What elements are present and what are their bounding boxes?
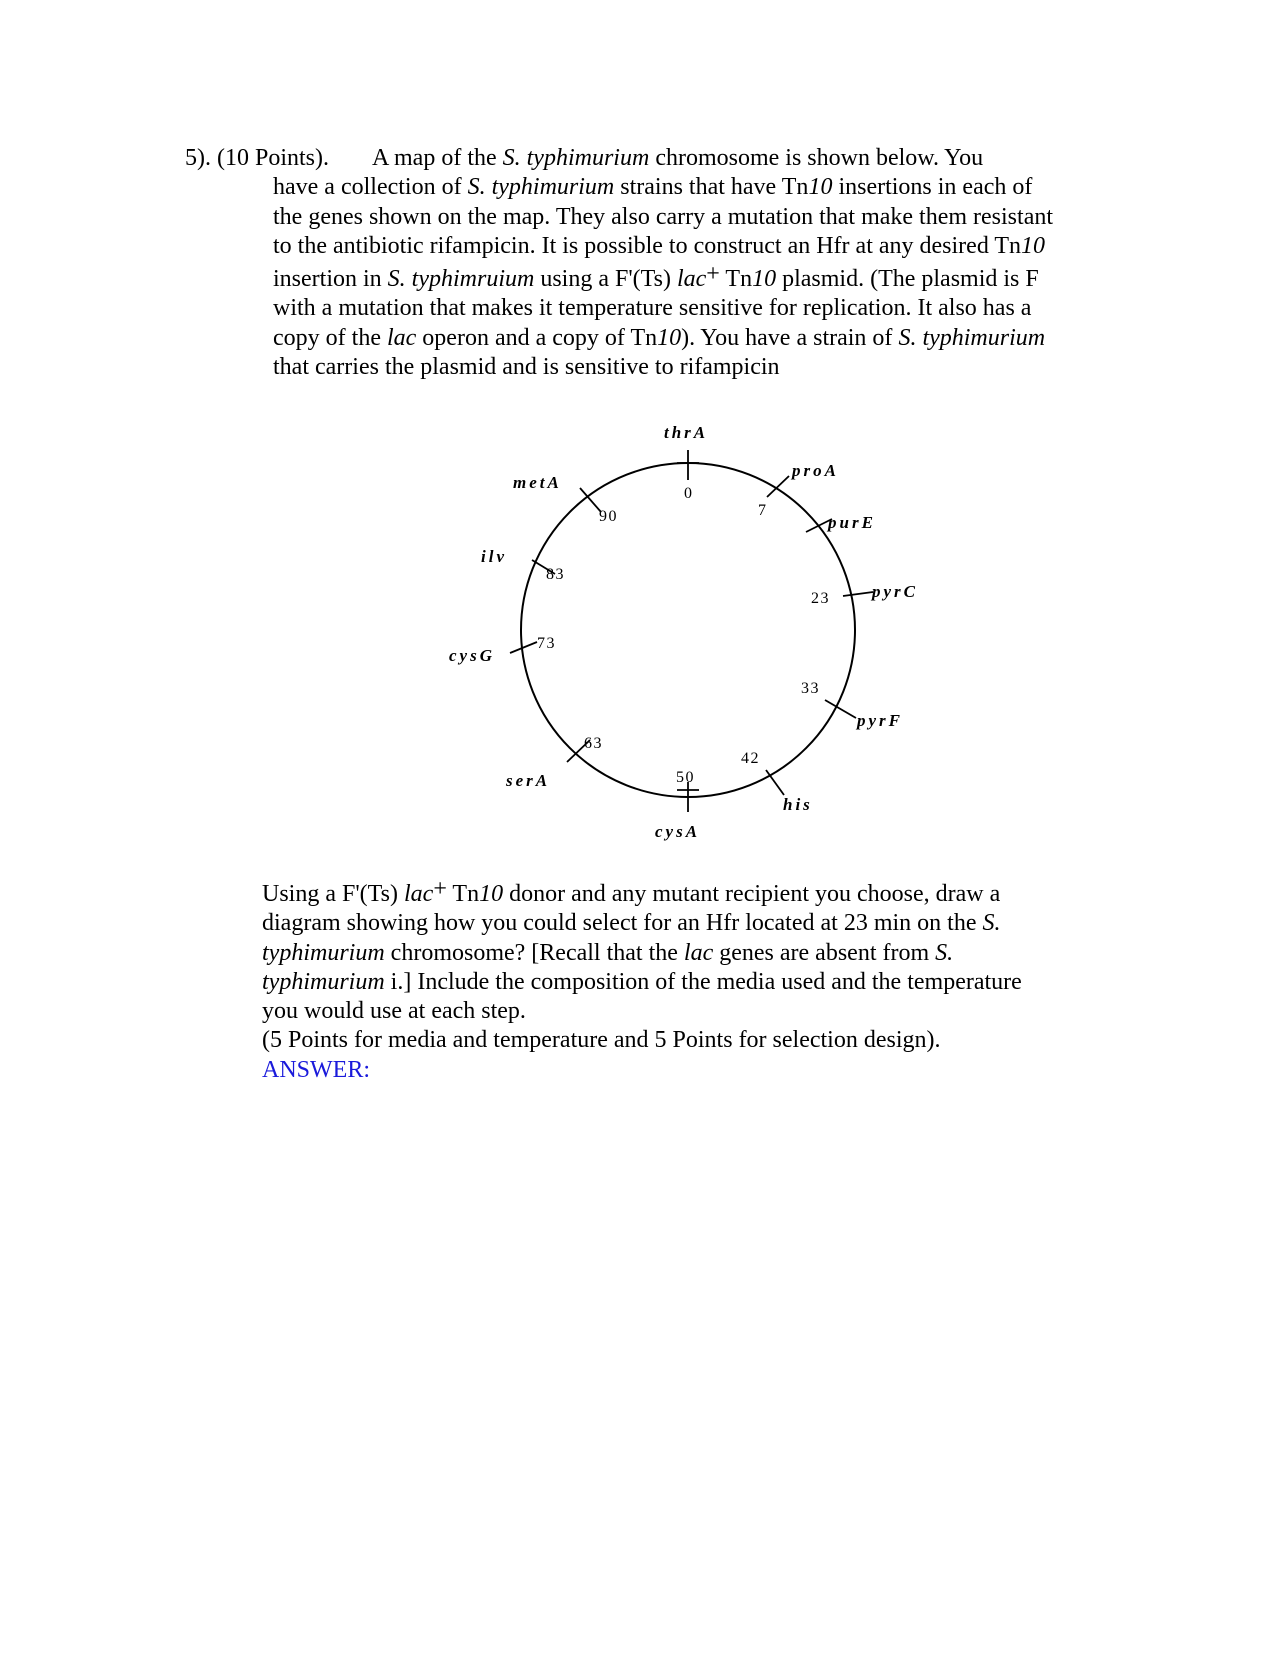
tick-cysG [510,642,537,653]
question-line-6: with a mutation that makes it temperature sensitive for replication. It also has a [273,295,1032,322]
gene-label-cysG: cysG [449,646,495,665]
question-line-4: to the antibiotic rifampicin. It is possible to construct an Hfr at any desired Tn10 [273,232,1046,259]
gene-label-pyrC: pyrC [872,582,918,601]
minute-label-pyrF: 33 [801,680,820,697]
question-line-1: 5). (10 Points). A map of the S. typhimurium chromosome is shown below. You [185,145,984,171]
chromosome-circle [521,463,855,797]
tick-pyrC [843,592,873,596]
tick-his [766,770,784,795]
minute-label-thrA: 0 [684,485,694,502]
answer-label: ANSWER: [262,1056,370,1083]
minute-label-serA: 63 [584,735,603,752]
minute-label-proA: 7 [758,502,768,519]
question-points: (10 Points). [217,145,330,171]
minute-label-his: 42 [741,750,760,767]
minute-label-metA: 90 [599,508,618,525]
gene-label-cysA: cysA [655,822,701,841]
gene-label-serA: serA [506,771,551,790]
task-line-1: Using a F'(Ts) lac+ Tn10 donor and any mutant recipient you choose, draw a [262,876,1001,907]
minute-label-cysA: 50 [676,769,695,786]
minute-label-ilv: 83 [546,566,565,583]
gene-label-pyrF: pyrF [857,711,903,730]
tick-pyrF [825,700,856,718]
question-line-8: that carries the plasmid and is sensitive to rifampicin [273,354,780,381]
question-line-5: insertion in S. typhimruium using a F'(Ts) lac+ Tn10 plasmid. (The plasmid is F [273,261,1039,293]
minute-label-cysG: 73 [537,635,556,652]
gene-label-thrA: thrA [664,423,709,442]
task-line-5: you would use at each step. [262,998,526,1025]
question-number: 5). [185,145,211,171]
minute-label-pyrC: 23 [811,590,830,607]
task-line-4: typhimurium i.] Include the composition of the media used and the temperature [262,968,1022,995]
question-line-7: copy of the lac operon and a copy of Tn10). You have a strain of S. typhimurium [273,324,1046,351]
task-line-2: diagram showing how you could select for an Hfr located at 23 min on the S. [262,910,1001,937]
question-line-3: the genes shown on the map. They also carry a mutation that make them resistant [273,203,1054,230]
task-line-6: (5 Points for media and temperature and 5 Points for selection design). [262,1027,941,1054]
task-line-3: typhimurium chromosome? [Recall that the lac genes are absent from S. [262,939,954,966]
gene-label-his: his [783,795,813,814]
gene-label-purE: purE [828,513,876,532]
task-paragraph [262,876,1022,1085]
question-line-2: have a collection of S. typhimurium strains that have Tn10 insertions in each of [273,174,1033,201]
gene-label-proA: proA [792,461,839,480]
gene-label-metA: metA [513,473,562,492]
gene-label-ilv: ilv [481,547,507,566]
